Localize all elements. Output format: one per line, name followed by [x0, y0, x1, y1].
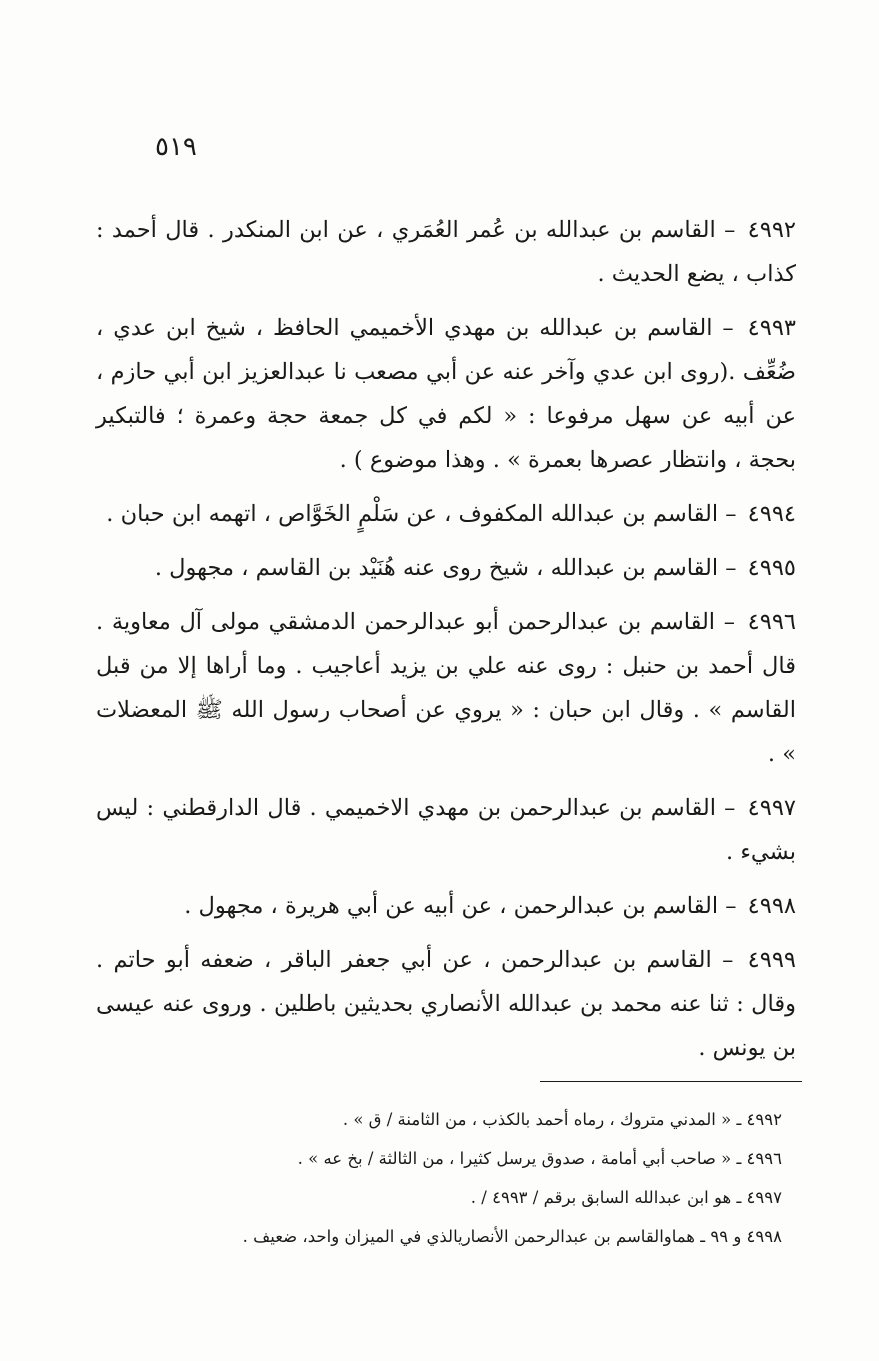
- entry-4994: [96, 492, 796, 536]
- entry-number: ٤٩٩٧: [747, 795, 797, 821]
- entry-text: القاسم بن عبدالله بن مهدي الأخميمي الحافظ ، شيخ ابن عدي ، ضُعِّف .(روى ابن عدي وآخر عنه عن أبي مصعب نا عبدالعزيز ابن أبي حازم ، عن أبيه عن سهل مرفوعا : « لكم في كل جمعة حجة وعمرة ؛ فالتبكير بحجة ، وانتظار عصرها بعمرة » . وهذا موضوع ) .: [96, 315, 796, 473]
- footnote-separator: [540, 1081, 802, 1082]
- entry-text: القاسم بن عبدالله ، شيخ روى عنه هُنَيْد بن القاسم ، مجهول .: [154, 555, 719, 581]
- entry-text: القاسم بن عبدالله المكفوف ، عن سَلْمٍ الخَوَّاص ، اتهمه ابن حبان .: [106, 501, 719, 527]
- entry-text: القاسم بن عبدالله بن عُمر العُمَري ، عن ابن المنكدر . قال أحمد : كذاب ، يضع الحديث .: [96, 217, 796, 287]
- entry-number: ٤٩٩٥: [747, 555, 796, 581]
- entry-number: ٤٩٩٩: [747, 947, 797, 973]
- entry-text: القاسم بن عبدالرحمن ، عن أبي جعفر الباقر ، ضعفه أبو حاتم . وقال : ثنا عنه محمد بن عبدالله الأنصاري بحديثين باطلين . وروى عنه عيسى بن يونس .: [96, 947, 796, 1061]
- entry-4996: [96, 600, 796, 776]
- entry-dash: –: [712, 315, 734, 341]
- entry-number: ٤٩٩٤: [747, 501, 796, 527]
- footnote-4992: ٤٩٩٢ ـ « المدني متروك ، رماه أحمد بالكذب ، من الثامنة / ق » .: [342, 1110, 782, 1129]
- entry-number: ٤٩٩٣: [747, 315, 797, 341]
- entry-number: ٤٩٩٦: [747, 609, 796, 635]
- entry-text: القاسم بن عبدالرحمن ، عن أبيه عن أبي هريرة ، مجهول .: [184, 893, 719, 919]
- footnote-4997: ٤٩٩٧ ـ هو ابن عبدالله السابق برقم / ٤٩٩٣ / .: [470, 1188, 782, 1207]
- footnote-4996: ٤٩٩٦ ـ « صاحب أبي أمامة ، صدوق يرسل كثيرا ، من الثالثة / بخ عه » .: [297, 1149, 782, 1168]
- entry-dash: –: [715, 609, 735, 635]
- entry-dash: –: [718, 893, 737, 919]
- footnote-4998-99: ٤٩٩٨ و ٩٩ ـ هماوالقاسم بن عبدالرحمن الأنصاريالذي في الميزان واحد، ضعيف .: [242, 1227, 782, 1246]
- entry-dash: –: [711, 947, 734, 973]
- entry-4997: [96, 786, 796, 874]
- entry-4993: [96, 306, 796, 482]
- entry-text: القاسم بن عبدالرحمن أبو عبدالرحمن الدمشقي مولى آل معاوية . قال أحمد بن حنبل : روى عنه علي بن يزيد أعاجيب . وما أراها إلا من قبل القاسم » . وقال ابن حبان : « يروي عن أصحاب رسول الله ﷺ المعضلات » .: [96, 609, 796, 767]
- entry-number: ٤٩٩٢: [747, 217, 797, 243]
- footnotes: [130, 1100, 782, 1256]
- entry-4995: [96, 546, 796, 590]
- page-number: ٥١٩: [155, 132, 197, 162]
- main-text: [96, 208, 796, 1080]
- entry-dash: –: [718, 555, 737, 581]
- entry-dash: –: [715, 217, 736, 243]
- entry-4998: [96, 884, 796, 928]
- entry-4999: [96, 938, 796, 1070]
- entry-text: القاسم بن عبدالرحمن بن مهدي الاخميمي . قال الدارقطني : ليس بشيء .: [96, 795, 796, 865]
- entry-number: ٤٩٩٨: [747, 893, 796, 919]
- entry-dash: –: [718, 501, 737, 527]
- entry-dash: –: [715, 795, 736, 821]
- entry-4992: [96, 208, 796, 296]
